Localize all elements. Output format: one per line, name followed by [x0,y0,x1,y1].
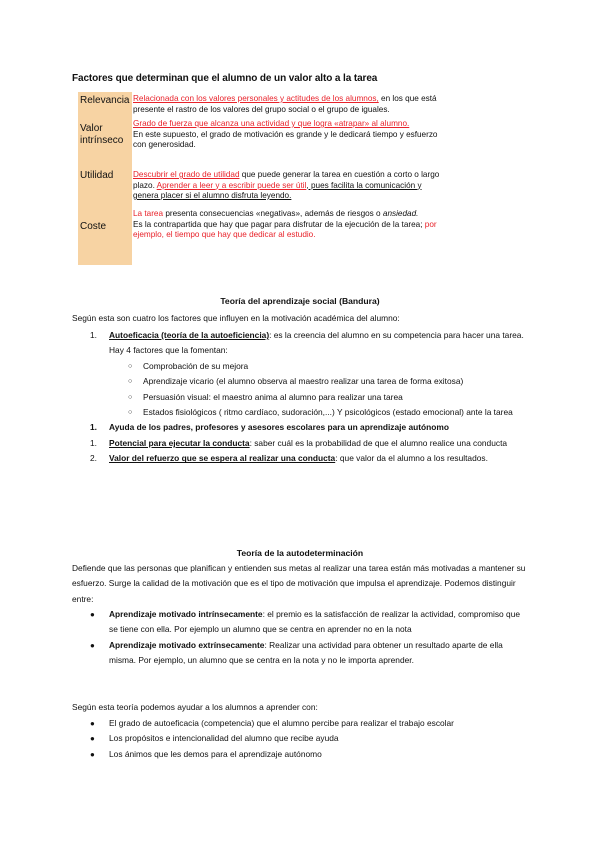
circle-bullet-icon: ○ [128,378,133,386]
dot-bullet-icon: ● [90,610,95,619]
table-row [78,208,446,265]
sub-list [109,359,530,421]
desc-italic: ansiedad. [382,209,419,218]
row-label-utilidad: Utilidad [78,167,132,208]
desc-text: presenta consecuencias «negativas», además de riesgos o [163,209,383,218]
list-item [90,731,530,746]
desc-text: que puede generar la tarea en cuestión a corto o largo plazo. [133,170,440,190]
list-item [128,374,530,389]
row-desc-coste [132,208,446,265]
table-row [78,116,446,167]
bandura-intro: Según esta son cuatro los factores que influyen en la motivación académica del alumno: [72,313,400,323]
row-label-relevancia: Relevancia [78,92,132,116]
help-list [90,716,530,762]
item-text: Los propósitos e intencionalidad del alumno que recibe ayuda [109,733,339,744]
sub-item-text: Estados fisiológicos ( ritmo cardíaco, sudoración,...) Y psicológicos (estado emocional) ante la tarea [143,407,513,418]
list-item [90,451,530,466]
desc-highlight: Descubrir el grado de utilidad [133,170,240,179]
item-text: El grado de autoeficacia (competencia) que el alumno percibe para realizar el trabajo escolar [109,718,454,728]
table-row [78,92,446,116]
item-heading: Ayuda de los padres, profesores y asesores escolares para un aprendizaje autónomo [109,422,449,433]
sub-item-text: Aprendizaje vicario (el alumno observa al maestro realizar una tarea de forma exitosa) [143,376,464,387]
help-intro: Según esta teoría podemos ayudar a los alumnos a aprender con: [72,702,318,712]
item-heading: Valor del refuerzo que se espera al realizar una conducta [109,453,336,464]
desc-highlight: La tarea [133,209,164,218]
item-text: : Realizar una actividad para obtener un resultado aparte de ella misma. Por ejemplo, un alumno que se centra en la nota y no le importa aprender. [109,639,503,666]
desc-highlight-2: por ejemplo, el tiempo que hay que dedicar al estudio. [133,219,437,239]
list-item [90,328,530,420]
dot-bullet-icon: ● [90,734,95,744]
list-item [128,405,530,420]
list-item [128,359,530,374]
item-heading: Potencial para ejecutar la conducta [109,437,250,448]
desc-highlight: Grado de fuerza que alcanza una actividad y que logra «atrapar» al alumno. [133,119,410,128]
item-text: : el premio es la satisfacción de realizar la actividad, compromiso que se tiene con ella. Por ejemplo un alumno que se centra en aprender no en la nota [109,609,521,635]
item-text: Los ánimos que les demos para el aprendizaje autónomo [109,748,322,759]
factors-table [78,92,446,265]
desc-text-2: , pues facilita la comunicación y genera placer si el alumno disfruta leyendo. [133,180,422,200]
item-text: : es la creencia del alumno en su competencia para hacer una tarea. Hay 4 factores que la fomentan: [109,330,524,356]
sub-item-text: Comprobación de su mejora [143,360,249,371]
desc-highlight-2: Aprender a leer y a escribir puede ser útil [156,180,307,190]
motivation-list [90,607,530,669]
dot-bullet-icon: ● [90,749,95,759]
table-title: Factores que determinan que el alumno de un valor alto a la tarea [72,73,378,84]
list-item [90,420,530,435]
row-label-coste: Coste [78,208,132,265]
list-number: 2. [90,453,97,464]
list-number: 1. [90,330,97,340]
row-desc-relevancia [132,92,446,116]
circle-bullet-icon: ○ [128,362,133,370]
item-heading: Aprendizaje motivado extrínsecamente [109,639,265,650]
circle-bullet-icon: ○ [128,409,133,417]
list-item [90,436,530,451]
item-heading: Autoeficacia (teoría de la autoeficiencia) [109,330,270,340]
autodeterminacion-title: Teoría de la autodeterminación [236,548,364,558]
row-desc-valor-intrinseco [132,116,446,167]
circle-bullet-icon: ○ [128,393,133,401]
bandura-title: Teoría del aprendizaje social (Bandura) [220,296,380,306]
list-item [90,607,530,638]
item-text: : que valor da el alumno a los resultados. [335,453,488,464]
dot-bullet-icon: ● [90,640,95,650]
autodeterminacion-intro: Defiende que las personas que planifican y entienden sus metas al realizar una tarea están más motivadas a mantener su esfuerzo. Surge la calidad de la motivación que es el tipo de motivación que impulsa el aprendizaje. Podemos distinguir entre: [72,563,526,604]
list-item [90,638,530,669]
row-desc-utilidad [132,167,446,208]
desc-text: en los que está presente el rastro de los valores del grupo social o el grupo de iguales. [133,94,437,114]
list-number: 1. [90,422,97,433]
dot-bullet-icon: ● [90,719,95,728]
list-number: 1. [90,437,97,448]
bandura-list [90,328,530,467]
desc-text: En este supuesto, el grado de motivación es grande y le dedicará tiempo y esfuerzo con generosidad. [133,129,438,149]
desc-highlight: Relacionada con los valores personales y actitudes de los alumnos, [133,94,379,103]
list-item [90,747,530,762]
item-text: : saber cuál es la probabilidad de que el alumno realice una conducta [249,437,508,448]
list-item [128,390,530,405]
row-label-valor-intrinseco: Valor intrínseco [78,116,132,167]
item-heading: Aprendizaje motivado intrínsecamente [109,609,263,619]
sub-item-text: Persuasión visual: el maestro anima al alumno para realizar una tarea [143,391,403,402]
desc-text-2: Es la contrapartida que hay que pagar para disfrutar de la ejecución de la tarea; [133,219,425,229]
table-row [78,167,446,208]
list-item [90,716,530,731]
